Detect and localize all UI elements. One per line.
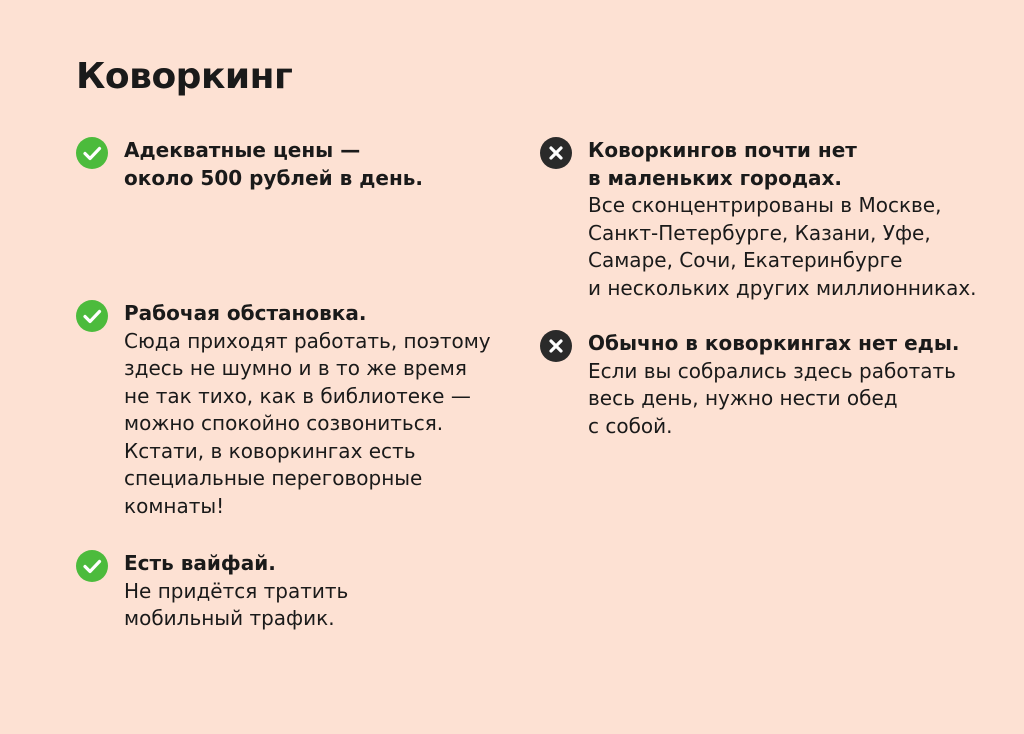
pro-heading: Адекватные цены — около 500 рублей в день. bbox=[124, 138, 424, 190]
con-description: Все сконцентрированы в Москве, Санкт-Петербурге, Казани, Уфе, Самаре, Сочи, Екатеринбурге и нескольких других миллионниках. bbox=[588, 193, 977, 300]
check-icon bbox=[76, 550, 108, 582]
con-description: Если вы собрались здесь работать весь день, нужно нести обед с собой. bbox=[588, 358, 956, 438]
con-heading: Обычно в коворкингах нет еды. bbox=[588, 331, 960, 355]
page-title: Коворкинг bbox=[76, 56, 293, 97]
check-icon bbox=[76, 300, 108, 332]
pro-heading: Есть вайфай. bbox=[124, 551, 276, 575]
cons-column bbox=[540, 137, 1010, 440]
pro-item-wifi bbox=[76, 550, 516, 633]
pro-item-price bbox=[76, 137, 516, 192]
check-icon bbox=[76, 137, 108, 169]
cross-icon bbox=[540, 330, 572, 362]
con-item-small-cities bbox=[540, 137, 1010, 302]
cross-icon bbox=[540, 137, 572, 169]
con-heading: Коворкингов почти нет в маленьких городах. bbox=[588, 138, 857, 190]
pro-item-atmosphere bbox=[76, 300, 516, 520]
pros-column bbox=[76, 137, 516, 633]
pro-description: Сюда приходят работать, поэтому здесь не шумно и в то же время не так тихо, как в библиотеке — можно спокойно созвониться. Кстати, в коворкингах есть специальные переговорные комнаты! bbox=[124, 328, 491, 518]
pro-description: Не придётся тратить мобильный трафик. bbox=[124, 578, 349, 630]
pro-heading: Рабочая обстановка. bbox=[124, 301, 367, 325]
con-item-no-food bbox=[540, 330, 1010, 440]
